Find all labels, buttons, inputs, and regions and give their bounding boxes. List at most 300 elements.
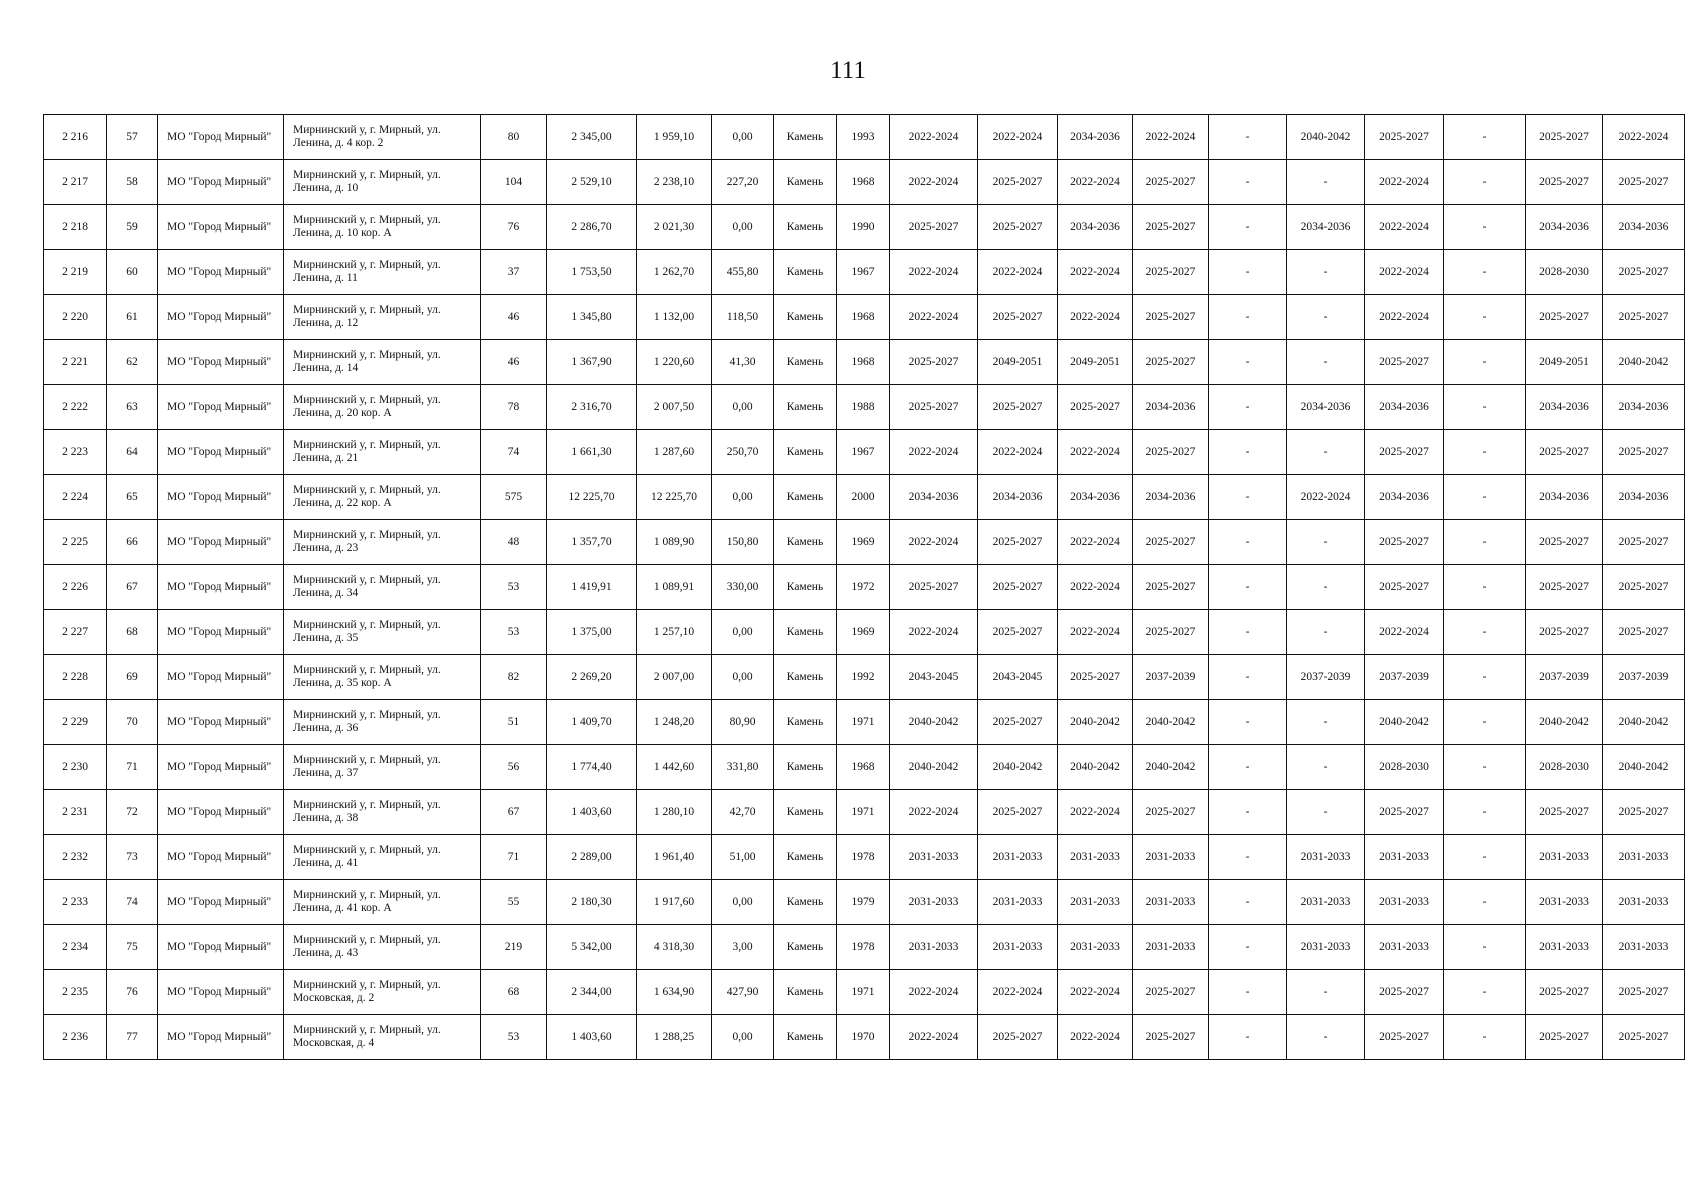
page-number: 111 [830,57,866,84]
cell-sewerage-period: - [1444,565,1526,610]
cell-foundation-repair-period: 2022-2024 [1058,970,1133,1015]
cell-wall-material: Камень [774,385,837,430]
cell-municipality: МО "Город Мирный" [158,745,284,790]
cell-heating-repair-period: 2025-2027 [1133,205,1209,250]
cell-row-number: 77 [107,1015,158,1060]
cell-row-number: 76 [107,970,158,1015]
cell-electricity-period: 2025-2027 [1526,565,1603,610]
cell-row-number: 75 [107,925,158,970]
cell-basement-repair-period: 2025-2027 [1603,250,1685,295]
cell-elevator-repair-period: - [1287,430,1365,475]
table-row [44,205,1685,250]
cell-total-area: 12 225,70 [547,475,637,520]
cell-residents: 56 [481,745,547,790]
cell-electricity-period: 2034-2036 [1526,385,1603,430]
cell-elevator-repair-period: 2037-2039 [1287,655,1365,700]
cell-row-number: 59 [107,205,158,250]
cell-roof-repair-period: 2025-2027 [890,385,978,430]
cell-build-year: 1990 [837,205,890,250]
cell-gas-supply-period: - [1209,250,1287,295]
cell-roof-repair-period: 2022-2024 [890,790,978,835]
cell-total-area: 2 286,70 [547,205,637,250]
cell-nonresidential-area: 150,80 [712,520,774,565]
cell-roof-repair-period: 2031-2033 [890,880,978,925]
cell-nonresidential-area: 41,30 [712,340,774,385]
cell-build-year: 1993 [837,115,890,160]
cell-water-supply-period: 2022-2024 [1365,160,1444,205]
cell-gas-supply-period: - [1209,205,1287,250]
cell-municipality: МО "Город Мирный" [158,160,284,205]
cell-roof-repair-period: 2022-2024 [890,115,978,160]
cell-address: Мирнинский у, г. Мирный, ул. Ленина, д. 10 кор. А [284,205,481,250]
cell-wall-material: Камень [774,700,837,745]
cell-nonresidential-area: 331,80 [712,745,774,790]
cell-address: Мирнинский у, г. Мирный, ул. Московская, д. 2 [284,970,481,1015]
table-row [44,835,1685,880]
cell-water-supply-period: 2022-2024 [1365,205,1444,250]
cell-water-supply-period: 2022-2024 [1365,295,1444,340]
cell-water-supply-period: 2025-2027 [1365,970,1444,1015]
cell-residential-area: 1 634,90 [637,970,712,1015]
cell-address: Мирнинский у, г. Мирный, ул. Ленина, д. 14 [284,340,481,385]
cell-build-year: 1968 [837,295,890,340]
cell-heating-repair-period: 2025-2027 [1133,1015,1209,1060]
table-row [44,610,1685,655]
cell-residential-area: 1 262,70 [637,250,712,295]
cell-residential-area: 1 220,60 [637,340,712,385]
cell-build-year: 2000 [837,475,890,520]
cell-facade-repair-period: 2025-2027 [978,205,1058,250]
cell-electricity-period: 2025-2027 [1526,160,1603,205]
cell-nonresidential-area: 330,00 [712,565,774,610]
cell-basement-repair-period: 2031-2033 [1603,835,1685,880]
cell-electricity-period: 2049-2051 [1526,340,1603,385]
cell-residents: 53 [481,610,547,655]
table-row [44,565,1685,610]
cell-elevator-repair-period: - [1287,790,1365,835]
cell-water-supply-period: 2034-2036 [1365,385,1444,430]
cell-roof-repair-period: 2034-2036 [890,475,978,520]
cell-residential-area: 12 225,70 [637,475,712,520]
cell-foundation-repair-period: 2022-2024 [1058,565,1133,610]
cell-foundation-repair-period: 2031-2033 [1058,925,1133,970]
cell-residents: 37 [481,250,547,295]
cell-registry-number: 2 234 [44,925,107,970]
cell-basement-repair-period: 2034-2036 [1603,385,1685,430]
cell-sewerage-period: - [1444,1015,1526,1060]
cell-gas-supply-period: - [1209,610,1287,655]
cell-build-year: 1978 [837,835,890,880]
cell-facade-repair-period: 2049-2051 [978,340,1058,385]
cell-row-number: 57 [107,115,158,160]
cell-gas-supply-period: - [1209,565,1287,610]
cell-address: Мирнинский у, г. Мирный, ул. Ленина, д. 22 кор. А [284,475,481,520]
cell-gas-supply-period: - [1209,160,1287,205]
table-row [44,745,1685,790]
table-row [44,430,1685,475]
cell-total-area: 5 342,00 [547,925,637,970]
cell-municipality: МО "Город Мирный" [158,520,284,565]
cell-sewerage-period: - [1444,340,1526,385]
cell-water-supply-period: 2025-2027 [1365,340,1444,385]
cell-roof-repair-period: 2031-2033 [890,925,978,970]
cell-wall-material: Камень [774,925,837,970]
cell-address: Мирнинский у, г. Мирный, ул. Ленина, д. 23 [284,520,481,565]
cell-basement-repair-period: 2025-2027 [1603,970,1685,1015]
cell-basement-repair-period: 2022-2024 [1603,115,1685,160]
cell-wall-material: Камень [774,475,837,520]
cell-residential-area: 2 007,50 [637,385,712,430]
cell-registry-number: 2 224 [44,475,107,520]
cell-registry-number: 2 233 [44,880,107,925]
cell-residential-area: 1 288,25 [637,1015,712,1060]
cell-build-year: 1978 [837,925,890,970]
cell-foundation-repair-period: 2022-2024 [1058,610,1133,655]
table-row [44,700,1685,745]
cell-water-supply-period: 2031-2033 [1365,925,1444,970]
cell-electricity-period: 2028-2030 [1526,250,1603,295]
cell-nonresidential-area: 250,70 [712,430,774,475]
cell-address: Мирнинский у, г. Мирный, ул. Ленина, д. 34 [284,565,481,610]
cell-row-number: 69 [107,655,158,700]
cell-municipality: МО "Город Мирный" [158,475,284,520]
cell-build-year: 1968 [837,340,890,385]
cell-municipality: МО "Город Мирный" [158,340,284,385]
cell-facade-repair-period: 2025-2027 [978,295,1058,340]
cell-heating-repair-period: 2034-2036 [1133,385,1209,430]
cell-heating-repair-period: 2025-2027 [1133,565,1209,610]
cell-nonresidential-area: 80,90 [712,700,774,745]
cell-nonresidential-area: 227,20 [712,160,774,205]
cell-municipality: МО "Город Мирный" [158,790,284,835]
cell-residential-area: 4 318,30 [637,925,712,970]
cell-sewerage-period: - [1444,250,1526,295]
cell-water-supply-period: 2028-2030 [1365,745,1444,790]
cell-heating-repair-period: 2040-2042 [1133,700,1209,745]
cell-build-year: 1967 [837,430,890,475]
cell-water-supply-period: 2025-2027 [1365,520,1444,565]
cell-roof-repair-period: 2031-2033 [890,835,978,880]
cell-elevator-repair-period: - [1287,295,1365,340]
cell-heating-repair-period: 2025-2027 [1133,610,1209,655]
cell-facade-repair-period: 2022-2024 [978,115,1058,160]
cell-registry-number: 2 217 [44,160,107,205]
cell-residential-area: 2 021,30 [637,205,712,250]
cell-electricity-period: 2025-2027 [1526,1015,1603,1060]
cell-water-supply-period: 2025-2027 [1365,1015,1444,1060]
cell-nonresidential-area: 51,00 [712,835,774,880]
cell-residents: 46 [481,295,547,340]
cell-nonresidential-area: 455,80 [712,250,774,295]
cell-sewerage-period: - [1444,655,1526,700]
cell-registry-number: 2 221 [44,340,107,385]
table-row [44,295,1685,340]
cell-municipality: МО "Город Мирный" [158,115,284,160]
cell-registry-number: 2 232 [44,835,107,880]
cell-residents: 78 [481,385,547,430]
cell-total-area: 1 403,60 [547,790,637,835]
cell-foundation-repair-period: 2025-2027 [1058,385,1133,430]
cell-foundation-repair-period: 2034-2036 [1058,475,1133,520]
cell-nonresidential-area: 0,00 [712,610,774,655]
cell-wall-material: Камень [774,835,837,880]
cell-gas-supply-period: - [1209,520,1287,565]
cell-water-supply-period: 2022-2024 [1365,610,1444,655]
cell-elevator-repair-period: - [1287,745,1365,790]
cell-address: Мирнинский у, г. Мирный, ул. Ленина, д. 41 кор. А [284,880,481,925]
cell-water-supply-period: 2037-2039 [1365,655,1444,700]
table-row [44,880,1685,925]
cell-basement-repair-period: 2025-2027 [1603,295,1685,340]
table-row [44,925,1685,970]
cell-sewerage-period: - [1444,475,1526,520]
cell-water-supply-period: 2040-2042 [1365,700,1444,745]
cell-row-number: 64 [107,430,158,475]
cell-registry-number: 2 225 [44,520,107,565]
cell-foundation-repair-period: 2040-2042 [1058,700,1133,745]
cell-registry-number: 2 227 [44,610,107,655]
cell-sewerage-period: - [1444,700,1526,745]
cell-elevator-repair-period: - [1287,610,1365,655]
cell-residential-area: 1 089,91 [637,565,712,610]
cell-address: Мирнинский у, г. Мирный, ул. Ленина, д. 37 [284,745,481,790]
cell-address: Мирнинский у, г. Мирный, ул. Ленина, д. 36 [284,700,481,745]
cell-total-area: 1 419,91 [547,565,637,610]
cell-water-supply-period: 2025-2027 [1365,790,1444,835]
cell-address: Мирнинский у, г. Мирный, ул. Московская, д. 4 [284,1015,481,1060]
cell-total-area: 2 289,00 [547,835,637,880]
cell-roof-repair-period: 2022-2024 [890,295,978,340]
cell-nonresidential-area: 3,00 [712,925,774,970]
cell-heating-repair-period: 2025-2027 [1133,970,1209,1015]
cell-electricity-period: 2034-2036 [1526,205,1603,250]
cell-row-number: 63 [107,385,158,430]
cell-electricity-period: 2025-2027 [1526,295,1603,340]
cell-address: Мирнинский у, г. Мирный, ул. Ленина, д. 20 кор. А [284,385,481,430]
cell-facade-repair-period: 2031-2033 [978,835,1058,880]
cell-heating-repair-period: 2037-2039 [1133,655,1209,700]
cell-residents: 68 [481,970,547,1015]
cell-foundation-repair-period: 2022-2024 [1058,250,1133,295]
cell-row-number: 73 [107,835,158,880]
cell-facade-repair-period: 2043-2045 [978,655,1058,700]
table-row [44,250,1685,295]
cell-electricity-period: 2025-2027 [1526,430,1603,475]
cell-foundation-repair-period: 2034-2036 [1058,205,1133,250]
cell-water-supply-period: 2034-2036 [1365,475,1444,520]
cell-electricity-period: 2025-2027 [1526,115,1603,160]
cell-residential-area: 1 961,40 [637,835,712,880]
cell-foundation-repair-period: 2049-2051 [1058,340,1133,385]
cell-residents: 48 [481,520,547,565]
cell-heating-repair-period: 2031-2033 [1133,835,1209,880]
cell-nonresidential-area: 118,50 [712,295,774,340]
cell-elevator-repair-period: - [1287,520,1365,565]
cell-basement-repair-period: 2031-2033 [1603,880,1685,925]
cell-address: Мирнинский у, г. Мирный, ул. Ленина, д. 4 кор. 2 [284,115,481,160]
cell-nonresidential-area: 0,00 [712,655,774,700]
cell-municipality: МО "Город Мирный" [158,205,284,250]
cell-total-area: 1 375,00 [547,610,637,655]
cell-residents: 53 [481,565,547,610]
cell-total-area: 1 661,30 [547,430,637,475]
cell-total-area: 2 180,30 [547,880,637,925]
table-row [44,1015,1685,1060]
cell-municipality: МО "Город Мирный" [158,880,284,925]
cell-gas-supply-period: - [1209,790,1287,835]
cell-basement-repair-period: 2025-2027 [1603,565,1685,610]
cell-residents: 76 [481,205,547,250]
cell-roof-repair-period: 2025-2027 [890,205,978,250]
cell-electricity-period: 2031-2033 [1526,880,1603,925]
cell-electricity-period: 2025-2027 [1526,520,1603,565]
cell-gas-supply-period: - [1209,970,1287,1015]
table-row [44,790,1685,835]
cell-wall-material: Камень [774,340,837,385]
cell-elevator-repair-period: 2022-2024 [1287,475,1365,520]
table-row [44,385,1685,430]
cell-facade-repair-period: 2022-2024 [978,430,1058,475]
cell-sewerage-period: - [1444,430,1526,475]
cell-sewerage-period: - [1444,925,1526,970]
cell-gas-supply-period: - [1209,115,1287,160]
cell-sewerage-period: - [1444,385,1526,430]
cell-total-area: 2 344,00 [547,970,637,1015]
cell-facade-repair-period: 2025-2027 [978,520,1058,565]
cell-foundation-repair-period: 2031-2033 [1058,835,1133,880]
cell-sewerage-period: - [1444,610,1526,655]
table-row [44,970,1685,1015]
cell-nonresidential-area: 0,00 [712,475,774,520]
cell-facade-repair-period: 2022-2024 [978,250,1058,295]
cell-wall-material: Камень [774,745,837,790]
cell-build-year: 1968 [837,160,890,205]
cell-electricity-period: 2025-2027 [1526,610,1603,655]
cell-elevator-repair-period: - [1287,250,1365,295]
cell-build-year: 1972 [837,565,890,610]
cell-facade-repair-period: 2025-2027 [978,160,1058,205]
cell-address: Мирнинский у, г. Мирный, ул. Ленина, д. 43 [284,925,481,970]
cell-wall-material: Камень [774,205,837,250]
cell-elevator-repair-period: - [1287,340,1365,385]
cell-municipality: МО "Город Мирный" [158,700,284,745]
cell-wall-material: Камень [774,610,837,655]
cell-facade-repair-period: 2034-2036 [978,475,1058,520]
cell-row-number: 67 [107,565,158,610]
cell-roof-repair-period: 2025-2027 [890,565,978,610]
cell-roof-repair-period: 2022-2024 [890,430,978,475]
cell-total-area: 1 367,90 [547,340,637,385]
cell-nonresidential-area: 0,00 [712,385,774,430]
cell-heating-repair-period: 2025-2027 [1133,295,1209,340]
cell-roof-repair-period: 2022-2024 [890,250,978,295]
cell-sewerage-period: - [1444,745,1526,790]
cell-foundation-repair-period: 2022-2024 [1058,790,1133,835]
cell-residents: 82 [481,655,547,700]
cell-nonresidential-area: 0,00 [712,115,774,160]
cell-build-year: 1971 [837,970,890,1015]
cell-wall-material: Камень [774,250,837,295]
cell-roof-repair-period: 2022-2024 [890,520,978,565]
cell-gas-supply-period: - [1209,655,1287,700]
cell-row-number: 72 [107,790,158,835]
cell-elevator-repair-period: - [1287,1015,1365,1060]
table-row [44,340,1685,385]
cell-residents: 219 [481,925,547,970]
cell-total-area: 1 357,70 [547,520,637,565]
cell-facade-repair-period: 2025-2027 [978,565,1058,610]
cell-municipality: МО "Город Мирный" [158,925,284,970]
table-body [44,115,1685,1060]
cell-municipality: МО "Город Мирный" [158,385,284,430]
cell-elevator-repair-period: - [1287,160,1365,205]
cell-foundation-repair-period: 2022-2024 [1058,295,1133,340]
cell-electricity-period: 2031-2033 [1526,925,1603,970]
cell-sewerage-period: - [1444,880,1526,925]
table-row [44,115,1685,160]
cell-heating-repair-period: 2025-2027 [1133,160,1209,205]
cell-foundation-repair-period: 2031-2033 [1058,880,1133,925]
cell-total-area: 2 269,20 [547,655,637,700]
cell-municipality: МО "Город Мирный" [158,295,284,340]
cell-gas-supply-period: - [1209,880,1287,925]
cell-wall-material: Камень [774,160,837,205]
cell-address: Мирнинский у, г. Мирный, ул. Ленина, д. 35 [284,610,481,655]
cell-municipality: МО "Город Мирный" [158,430,284,475]
cell-residential-area: 1 248,20 [637,700,712,745]
cell-row-number: 62 [107,340,158,385]
cell-water-supply-period: 2022-2024 [1365,250,1444,295]
cell-water-supply-period: 2025-2027 [1365,115,1444,160]
cell-wall-material: Камень [774,1015,837,1060]
cell-heating-repair-period: 2025-2027 [1133,790,1209,835]
cell-roof-repair-period: 2040-2042 [890,745,978,790]
cell-nonresidential-area: 42,70 [712,790,774,835]
cell-wall-material: Камень [774,970,837,1015]
cell-gas-supply-period: - [1209,835,1287,880]
cell-nonresidential-area: 0,00 [712,880,774,925]
cell-gas-supply-period: - [1209,295,1287,340]
cell-elevator-repair-period: - [1287,970,1365,1015]
cell-foundation-repair-period: 2022-2024 [1058,160,1133,205]
cell-heating-repair-period: 2022-2024 [1133,115,1209,160]
cell-wall-material: Камень [774,565,837,610]
cell-build-year: 1970 [837,1015,890,1060]
cell-municipality: МО "Город Мирный" [158,1015,284,1060]
cell-gas-supply-period: - [1209,745,1287,790]
cell-residential-area: 1 257,10 [637,610,712,655]
cell-build-year: 1988 [837,385,890,430]
cell-elevator-repair-period: - [1287,565,1365,610]
cell-build-year: 1971 [837,700,890,745]
cell-row-number: 60 [107,250,158,295]
cell-roof-repair-period: 2025-2027 [890,340,978,385]
cell-electricity-period: 2034-2036 [1526,475,1603,520]
cell-elevator-repair-period: 2040-2042 [1287,115,1365,160]
cell-elevator-repair-period: 2034-2036 [1287,205,1365,250]
cell-total-area: 1 774,40 [547,745,637,790]
cell-facade-repair-period: 2031-2033 [978,925,1058,970]
cell-wall-material: Камень [774,520,837,565]
cell-residents: 104 [481,160,547,205]
cell-build-year: 1969 [837,610,890,655]
cell-basement-repair-period: 2037-2039 [1603,655,1685,700]
cell-registry-number: 2 229 [44,700,107,745]
cell-residential-area: 1 089,90 [637,520,712,565]
cell-foundation-repair-period: 2025-2027 [1058,655,1133,700]
cell-municipality: МО "Город Мирный" [158,835,284,880]
cell-registry-number: 2 223 [44,430,107,475]
